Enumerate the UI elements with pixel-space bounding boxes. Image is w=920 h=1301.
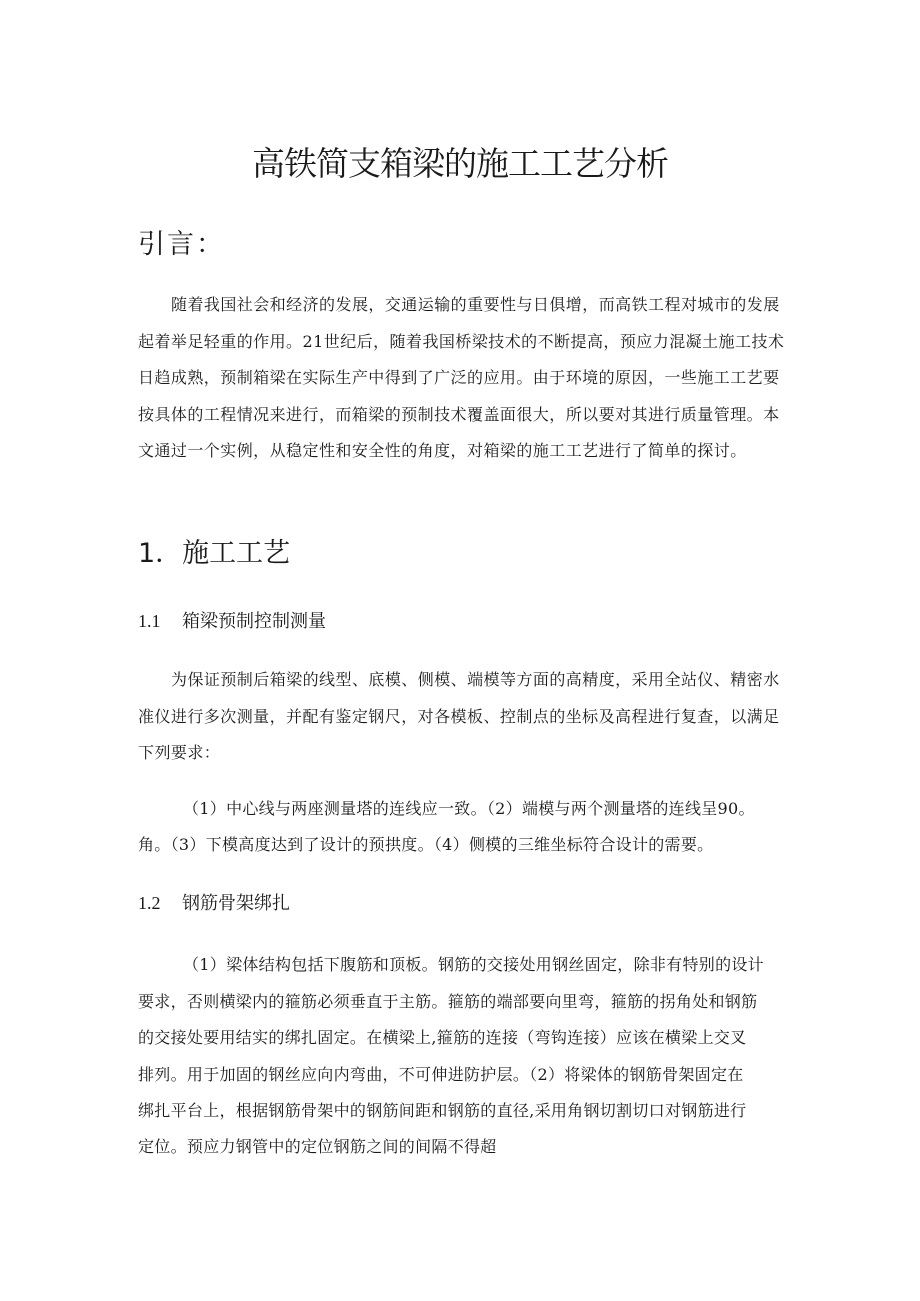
body-line: （1）梁体结构包括下腹筋和顶板。钢筋的交接处用钢丝固定，除非有特别的设计 [183, 955, 764, 974]
section-1-heading: 1．施工工艺 [138, 538, 291, 569]
body-line: 绑扎平台上，根据钢筋骨架中的钢筋间距和钢筋的直径,采用角钢切割切口对钢筋进行 [138, 1101, 747, 1120]
subsection-1-2-heading [138, 889, 290, 915]
body-line: 排列。用于加固的钢丝应向内弯曲，不可伸进防护层。（2）将梁体的钢筋骨架固定在 [138, 1065, 744, 1084]
subsection-1-2-title: 钢筋骨架绑扎 [182, 893, 290, 914]
body-line: 要求，否则横梁内的箍筋必须垂直于主筋。箍筋的端部要向里弯，箍筋的拐角处和钢筋 [138, 992, 758, 1011]
subsection-1-1-paragraph [138, 662, 790, 772]
requirements-line-2: 角。（3）下模高度达到了设计的预拱度。（4）侧模的三维坐标符合设计的需要。 [138, 835, 714, 854]
body-line: 的交接处要用结实的绑扎固定。在横梁上,箍筋的连接（弯钩连接）应该在横梁上交叉 [138, 1028, 747, 1047]
subsection-1-1-title: 箱梁预制控制测量 [182, 611, 326, 632]
subsection-1-1-paragraph-text: 为保证预制后箱梁的线型、底模、侧模、端模等方面的高精度，采用全站仪、精密水准仪进行多次测量，并配有鉴定钢尺，对各模板、控制点的坐标及高程进行复查，以满足下列要求： [138, 670, 780, 763]
subsection-1-1-number: 1.1 [138, 611, 161, 631]
body-line: 定位。预应力钢管中的定位钢筋之间的间隔不得超 [138, 1137, 497, 1156]
intro-heading: 引言： [138, 229, 225, 260]
intro-paragraph [138, 287, 790, 470]
subsection-1-1-heading [138, 607, 326, 633]
document-title: 高铁简支箱梁的施工工艺分析 [252, 144, 668, 183]
requirements-line-1: （1）中心线与两座测量塔的连线应一致。（2）端模与两个测量塔的连线呈90。 [183, 799, 755, 818]
intro-paragraph-text: 随着我国社会和经济的发展，交通运输的重要性与日俱增，而高铁工程对城市的发展起着举足轻重的作用。21世纪后，随着我国桥梁技术的不断提高，预应力混凝土施工技术日趋成熟，预制箱梁在实际生产中得到了广泛的应用。由于环境的原因，一些施工工艺要按具体的工程情况来进行，而箱梁的预制技术覆盖面很大，所以要对其进行质量管理。本文通过一个实例，从稳定性和安全性的角度，对箱梁的施工工艺进行了简单的探讨。 [138, 295, 785, 461]
subsection-1-2-number: 1.2 [138, 893, 161, 913]
